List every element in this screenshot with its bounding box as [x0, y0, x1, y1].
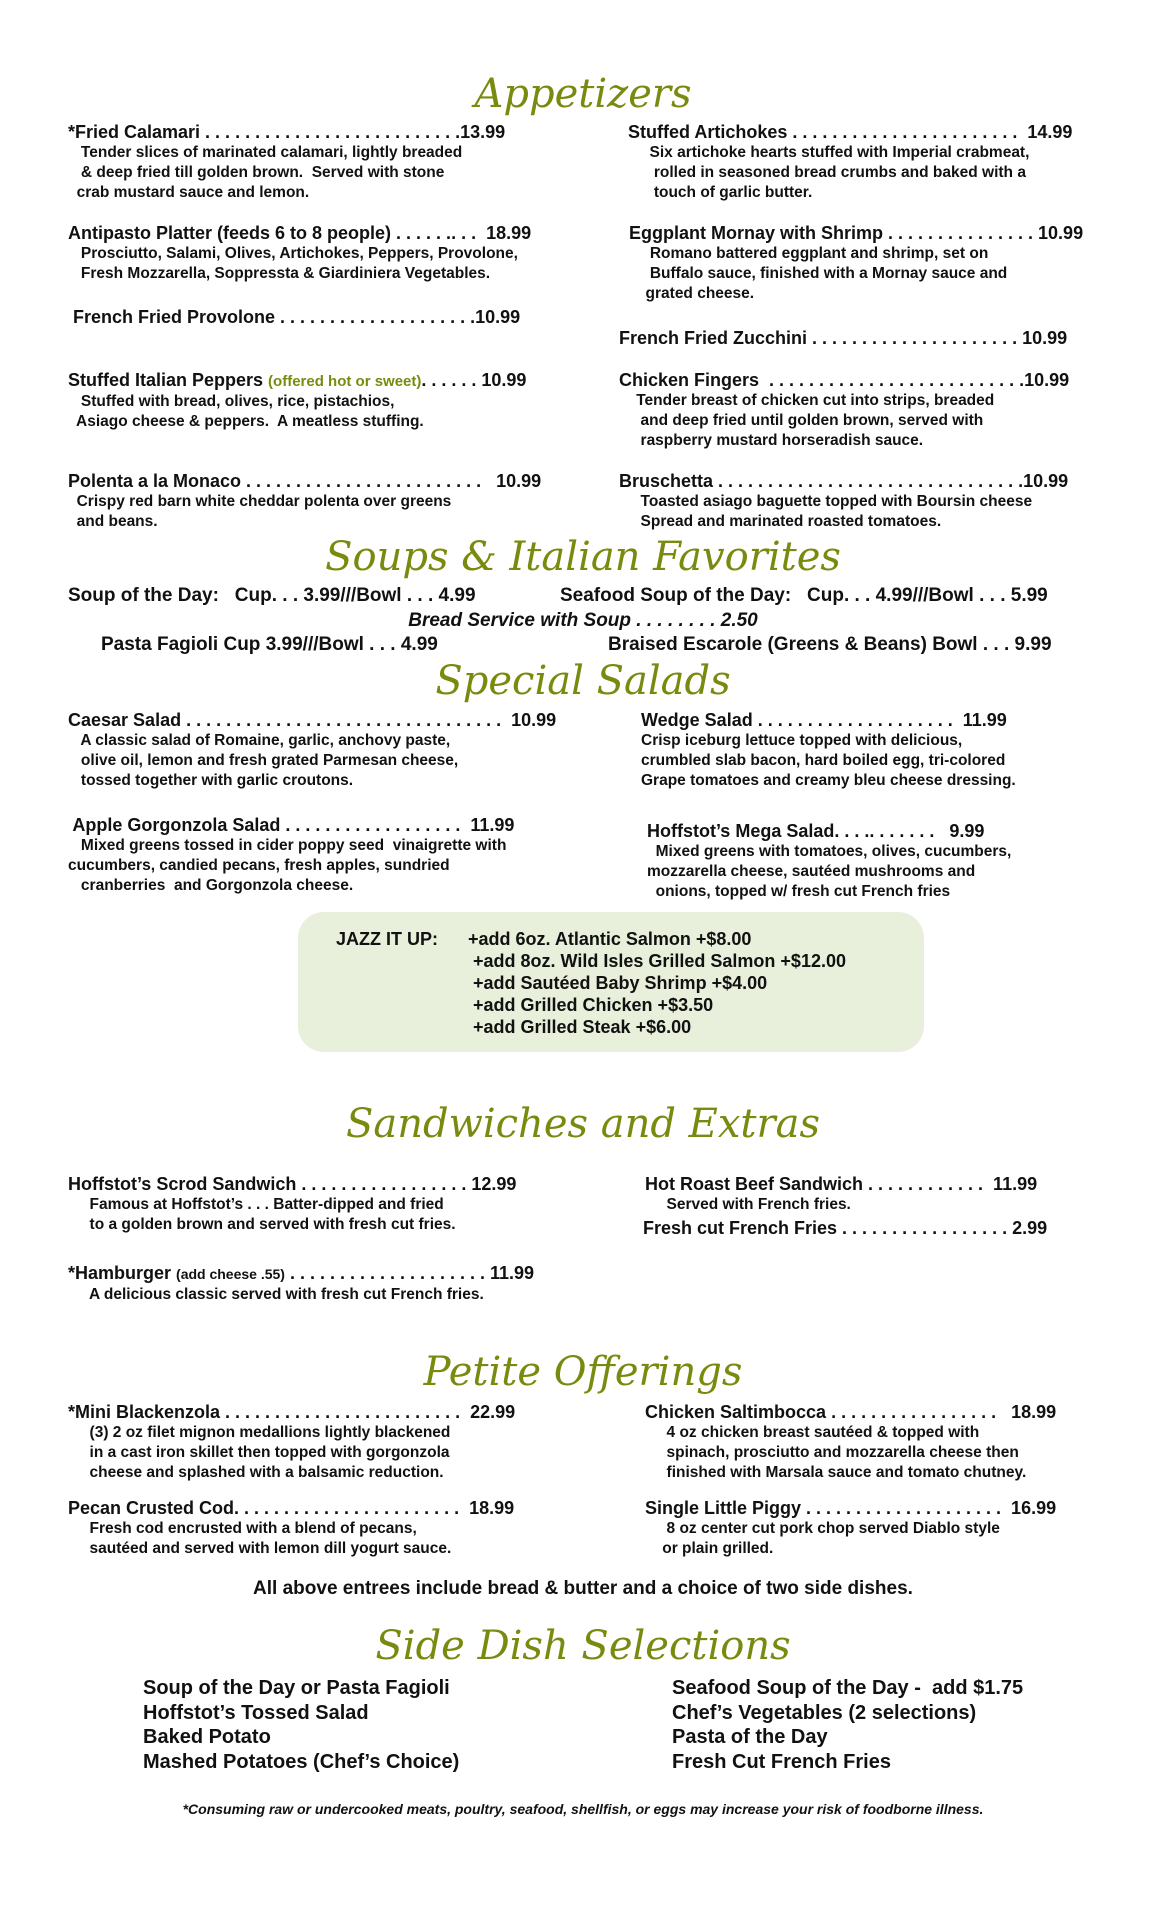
- braised-escarole: Braised Escarole (Greens & Beans) Bowl . . . 9.99: [608, 634, 1052, 655]
- item-name: Pecan Crusted Cod. . . . . . . . . . . . . . . . . . . . . . . 18.99: [68, 1498, 515, 1518]
- entree-note: All above entrees include bread & butter and a choice of two side dishes.: [253, 1578, 913, 1599]
- item-name: Caesar Salad . . . . . . . . . . . . . . . . . . . . . . . . . . . . . . . . 10.99: [68, 710, 557, 730]
- menu-item-chicken-saltimbocca: [645, 1402, 1056, 1483]
- menu-item-hamburger: [68, 1263, 534, 1305]
- item-name-main: Stuffed Italian Peppers: [68, 370, 269, 390]
- food-safety-disclaimer: *Consuming raw or undercooked meats, poultry, seafood, shellfish, or eggs may increase your risk of foodborne illness.: [182, 1801, 984, 1817]
- item-description: Six artichoke hearts stuffed with Imperial crabmeat, rolled in seasoned bread crumbs and baked with a touch of garlic butter.: [649, 144, 1030, 201]
- menu-item-stuffed-italian-peppers: [68, 370, 526, 432]
- item-option-note: (offered hot or sweet): [268, 373, 422, 390]
- item-name: Chicken Fingers . . . . . . . . . . . . . . . . . . . . . . . . . .10.99: [619, 370, 1070, 390]
- jazz-it-up-addons: +add 6oz. Atlantic Salmon +$8.00 +add 8oz. Wild Isles Grilled Salmon +$12.00 +add Sautéed Baby Shrimp +$4.00 +add Grilled Chicken +$3.50 +add Grilled Steak +$6.00: [468, 929, 846, 1037]
- jazz-it-up-box: [298, 912, 924, 1052]
- item-description: Romano battered eggplant and shrimp, set on Buffalo sauce, finished with a Mornay sauce and grated cheese.: [645, 245, 1008, 302]
- menu-item-wedge-salad: [641, 710, 1016, 791]
- item-description: A delicious classic served with fresh cut French fries.: [68, 1286, 484, 1303]
- item-price: . . . . . . 10.99: [421, 370, 527, 390]
- menu-item-polenta-a-la-monaco: [68, 471, 541, 532]
- item-name: Stuffed Artichokes . . . . . . . . . . . . . . . . . . . . . . . 14.99: [628, 122, 1073, 142]
- item-description: Stuffed with bread, olives, rice, pistachios, Asiago cheese & peppers. A meatless stuffing.: [76, 393, 424, 430]
- item-description: Served with French fries.: [645, 1196, 851, 1213]
- item-name: Fresh cut French Fries . . . . . . . . . . . . . . . . . 2.99: [643, 1218, 1048, 1238]
- item-description: Crispy red barn white cheddar polenta over greens and beans.: [76, 493, 452, 530]
- item-description: Fresh cod encrusted with a blend of pecans, sautéed and served with lemon dill yogurt sauce.: [89, 1520, 452, 1557]
- sandwiches-heading: Sandwiches and Extras: [346, 1101, 820, 1147]
- sides-list-left: Soup of the Day or Pasta Fagioli Hoffstot’s Tossed Salad Baked Potato Mashed Potatoes (Chef’s Choice): [143, 1677, 460, 1773]
- menu-item-eggplant-mornay: [624, 223, 1083, 304]
- item-name: [68, 1263, 534, 1285]
- menu-item-stuffed-artichokes: [628, 122, 1072, 203]
- item-name: Polenta a la Monaco . . . . . . . . . . . . . . . . . . . . . . . . 10.99: [68, 471, 542, 491]
- soup-of-the-day: Soup of the Day: Cup. . . 3.99///Bowl . . . 4.99: [68, 585, 476, 606]
- bread-service: Bread Service with Soup . . . . . . . . 2.50: [408, 610, 758, 631]
- item-name: Hoffstot’s Mega Salad. . . .. . . . . . . 9.99: [647, 821, 985, 841]
- item-description: A classic salad of Romaine, garlic, anchovy paste, olive oil, lemon and fresh grated Parmesan cheese, tossed together with garlic croutons.: [80, 732, 459, 789]
- item-name: Apple Gorgonzola Salad . . . . . . . . . . . . . . . . . . 11.99: [68, 815, 515, 835]
- item-name: Single Little Piggy . . . . . . . . . . . . . . . . . . . . 16.99: [645, 1498, 1057, 1518]
- sides-list-right: Seafood Soup of the Day - add $1.75 Chef’s Vegetables (2 selections) Pasta of the Day Fresh Cut French Fries: [672, 1677, 1024, 1773]
- item-name-main: *Hamburger: [68, 1263, 177, 1283]
- item-description: Mixed greens with tomatoes, olives, cucumbers, mozzarella cheese, sautéed mushrooms and onions, topped w/ fresh cut French fries: [647, 843, 1012, 900]
- item-name: French Fried Provolone . . . . . . . . . . . . . . . . . . . .10.99: [68, 307, 521, 327]
- salads-heading: Special Salads: [435, 658, 731, 704]
- menu-item-scrod-sandwich: [68, 1174, 516, 1235]
- menu-item-hot-roast-beef: [645, 1174, 1037, 1215]
- item-description: Tender breast of chicken cut into strips, breaded and deep fried until golden brown, served with raspberry mustard horseradish sauce.: [636, 392, 995, 449]
- item-name: Eggplant Mornay with Shrimp . . . . . . . . . . . . . . . 10.99: [624, 223, 1084, 243]
- menu-item-fried-calamari: [68, 122, 505, 203]
- item-description: 8 oz center cut pork chop served Diablo style or plain grilled.: [662, 1520, 1000, 1557]
- item-description: (3) 2 oz filet mignon medallions lightly blackened in a cast iron skillet then topped with gorgonzola cheese and splashed with a balsamic reduction.: [89, 1424, 451, 1481]
- item-name: [68, 370, 526, 392]
- pasta-fagioli: Pasta Fagioli Cup 3.99///Bowl . . . 4.99: [101, 634, 438, 655]
- seafood-soup-of-the-day: Seafood Soup of the Day: Cup. . . 4.99///Bowl . . . 5.99: [560, 585, 1048, 606]
- item-name: Hot Roast Beef Sandwich . . . . . . . . . . . . 11.99: [645, 1174, 1038, 1194]
- item-option-note: (add cheese .55): [176, 1266, 285, 1282]
- jazz-it-up-label: JAZZ IT UP:: [336, 929, 438, 949]
- item-name: Hoffstot’s Scrod Sandwich . . . . . . . . . . . . . . . . . 12.99: [68, 1174, 517, 1194]
- menu-item-caesar-salad: [68, 710, 556, 791]
- item-description: Tender slices of marinated calamari, lightly breaded & deep fried till golden brown. Served with stone crab mustard sauce and lemon.: [76, 144, 463, 201]
- menu-item-apple-gorgonzola-salad: [68, 815, 514, 896]
- item-price: . . . . . . . . . . . . . . . . . . . . 11.99: [284, 1263, 535, 1283]
- appetizers-heading: Appetizers: [474, 71, 692, 117]
- menu-item-antipasto-platter: [68, 223, 531, 284]
- item-description: Crisp iceburg lettuce topped with delicious, crumbled slab bacon, hard boiled egg, tri-colored Grape tomatoes and creamy bleu cheese dressing.: [641, 732, 1016, 789]
- petite-heading: Petite Offerings: [423, 1349, 743, 1395]
- menu-item-french-fried-zucchini: [619, 328, 1067, 349]
- item-description: Mixed greens tossed in cider poppy seed vinaigrette with cucumbers, candied pecans, fresh apples, sundried cranberries and Gorgonzola cheese.: [68, 837, 507, 894]
- item-description: 4 oz chicken breast sautéed & topped with spinach, prosciutto and mozzarella cheese then finished with Marsala sauce and tomato chutney.: [666, 1424, 1027, 1481]
- item-name: Chicken Saltimbocca . . . . . . . . . . . . . . . . . 18.99: [645, 1402, 1057, 1422]
- item-name: Antipasto Platter (feeds 6 to 8 people) . . . . . .. . . 18.99: [68, 223, 532, 243]
- item-name: Wedge Salad . . . . . . . . . . . . . . . . . . . . 11.99: [641, 710, 1007, 730]
- menu-item-mini-blackenzola: [68, 1402, 515, 1483]
- menu-item-french-fried-provolone: [68, 307, 520, 328]
- menu-item-bruschetta: [619, 471, 1068, 532]
- item-description: Prosciutto, Salami, Olives, Artichokes, Peppers, Provolone, Fresh Mozzarella, Soppressta & Giardiniera Vegetables.: [80, 245, 518, 282]
- item-name: *Fried Calamari . . . . . . . . . . . . . . . . . . . . . . . . . .13.99: [68, 122, 506, 142]
- menu-item-mega-salad: [647, 821, 1011, 902]
- soups-heading: Soups & Italian Favorites: [325, 534, 841, 580]
- menu-item-fresh-cut-fries: [643, 1218, 1047, 1239]
- item-name: *Mini Blackenzola . . . . . . . . . . . . . . . . . . . . . . . . 22.99: [68, 1402, 516, 1422]
- item-name: French Fried Zucchini . . . . . . . . . . . . . . . . . . . . . 10.99: [619, 328, 1068, 348]
- menu-item-single-little-piggy: [645, 1498, 1056, 1559]
- menu-item-chicken-fingers: [619, 370, 1069, 451]
- menu-item-pecan-crusted-cod: [68, 1498, 514, 1559]
- sides-heading: Side Dish Selections: [375, 1623, 791, 1669]
- item-description: Famous at Hoffstot’s . . . Batter-dipped and fried to a golden brown and served with fresh cut fries.: [89, 1196, 456, 1233]
- item-description: Toasted asiago baguette topped with Boursin cheese Spread and marinated roasted tomatoes.: [640, 493, 1033, 530]
- item-name: Bruschetta . . . . . . . . . . . . . . . . . . . . . . . . . . . . . . .10.99: [619, 471, 1069, 491]
